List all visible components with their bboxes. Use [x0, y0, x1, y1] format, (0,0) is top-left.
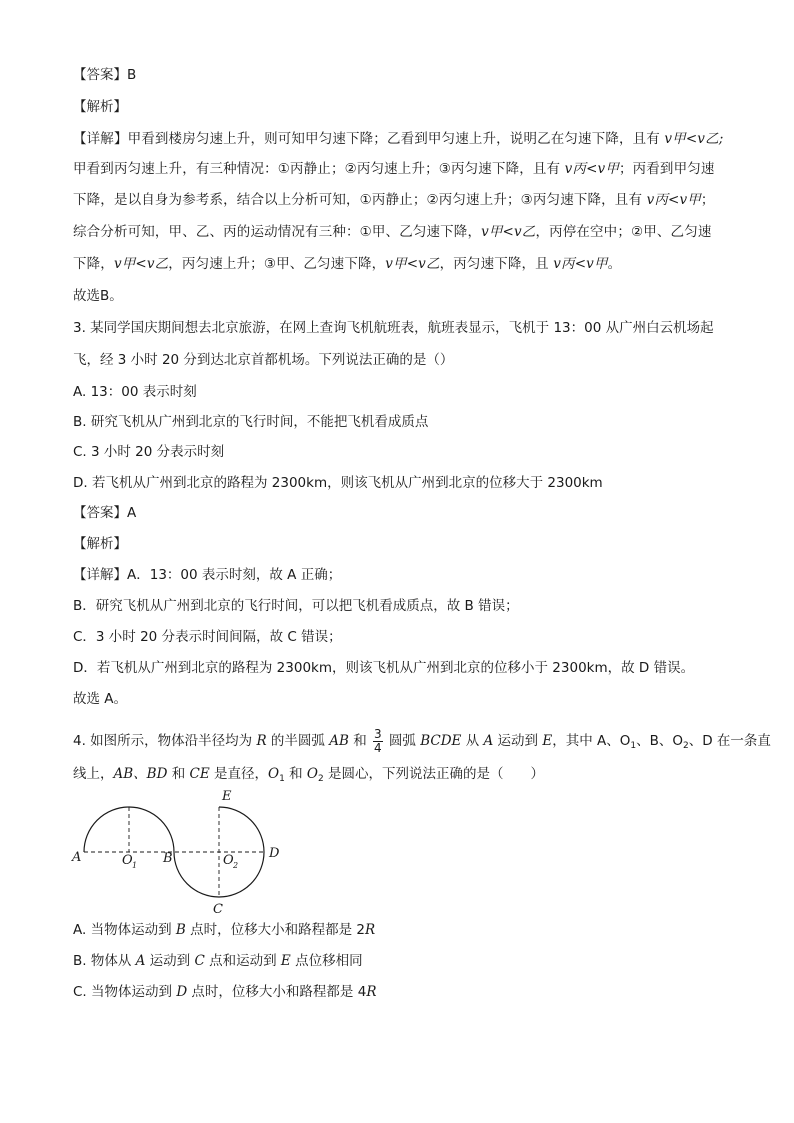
relation: v丙<v甲: [646, 192, 701, 208]
stem-text: 4. 如图所示，物体沿半径均为: [73, 733, 257, 749]
option-text: A. 当物体运动到: [73, 922, 176, 938]
stem-text: 和: [284, 766, 307, 782]
label-a: A: [72, 850, 82, 865]
answer-value: B: [127, 67, 137, 83]
q2-conclusion: 故选B。: [73, 288, 123, 304]
q3-option-d: D. 若飞机从广州到北京的路程为 2300km，则该飞机从广州到北京的位移大于 2300km: [73, 475, 603, 491]
label-o1-sub: 1: [132, 861, 138, 870]
detail-text: 甲看到楼房匀速上升，则可知甲匀速下降；乙看到甲匀速上升，说明乙在匀速下降，且有: [127, 131, 665, 147]
stem-text: 和: [167, 766, 190, 782]
relation: v丙<v甲: [564, 161, 619, 177]
q3-analysis-label: 【解析】: [73, 536, 127, 552]
option-text: 点和运动到: [204, 953, 281, 969]
q3-detail-line-2: B．研究飞机从广州到北京的飞行时间，可以把飞机看成质点，故 B 错误；: [73, 598, 519, 614]
detail-text: A．13：00 表示时刻，故 A 正确；: [127, 567, 342, 583]
var-R: R: [366, 984, 377, 1000]
q4-option-a: [73, 920, 375, 940]
label-d: D: [269, 846, 280, 861]
detail-text: ；丙看到甲匀速: [618, 161, 715, 177]
detail-text: ，丙匀速上升；③甲、乙匀速下降，: [168, 256, 386, 272]
label-b: B: [163, 851, 173, 866]
var-E: E: [542, 733, 553, 749]
q3-stem-line-1: 3. 某同学国庆期间想去北京旅游，在网上查询飞机航班表，航班表显示，飞机于 13：00 从广州白云机场起: [73, 320, 714, 336]
stem-text: 是直径，: [209, 766, 268, 782]
label-o1: O: [122, 853, 133, 868]
var-R: R: [256, 733, 267, 749]
var-D: D: [176, 984, 188, 1000]
stem-text: ，其中 A、O: [552, 733, 631, 749]
relation: v甲<v乙: [481, 224, 536, 240]
detail-text: 下降，: [73, 256, 114, 272]
label-o2: O: [223, 853, 234, 868]
q3-detail-line-1: [73, 565, 341, 585]
q3-option-b: B. 研究飞机从广州到北京的飞行时间，不能把飞机看成质点: [73, 414, 429, 430]
fraction-denominator: 4: [374, 740, 382, 755]
stem-text: 运动到: [493, 733, 543, 749]
var-C: C: [194, 953, 205, 969]
q3-detail-line-4: D．若飞机从广州到北京的路程为 2300km，则该飞机从广州到北京的位移小于 2300km，故 D 错误。: [73, 660, 695, 676]
detail-text: 。: [607, 256, 622, 272]
stem-text: 、B、O: [636, 733, 683, 749]
q4-option-b: [73, 951, 363, 971]
label-e: E: [222, 789, 232, 804]
var-B: B: [175, 922, 186, 938]
var-O2: O: [306, 766, 318, 782]
q3-detail-line-3: C．3 小时 20 分表示时间间隔，故 C 错误；: [73, 629, 342, 645]
var-R: R: [364, 922, 376, 938]
relation: v甲<v乙: [385, 256, 440, 272]
stem-text: 线上，: [73, 766, 114, 782]
answer-label: 【答案】: [73, 67, 127, 83]
label-o2-sub: 2: [233, 861, 239, 870]
q2-detail-line-5: [73, 254, 621, 274]
option-text: 点时，位移大小和路程都是 4: [187, 984, 367, 1000]
label-c: C: [213, 902, 223, 917]
stem-text: 、D 在一条直: [688, 733, 771, 749]
relation: v甲<v乙;: [664, 131, 724, 147]
detail-text: 甲看到丙匀速上升，有三种情况：①丙静止；②丙匀速上升；③丙匀速下降，且有: [73, 161, 565, 177]
q3-option-a: A. 13：00 表示时刻: [73, 384, 197, 400]
option-text: 运动到: [145, 953, 195, 969]
relation: v甲<v乙: [113, 256, 169, 272]
q3-conclusion: 故选 A。: [73, 691, 128, 707]
q2-detail-line-4: [73, 222, 712, 242]
fraction-numerator: 3: [374, 726, 382, 741]
q2-detail-line-1: [73, 129, 723, 149]
var-A: A: [483, 733, 494, 749]
subscript: 1: [630, 741, 637, 751]
fraction-three-quarters: [373, 728, 383, 755]
q4-option-c: [73, 982, 376, 1002]
var-diameters: AB、BD: [113, 766, 168, 782]
q2-answer: [73, 65, 136, 85]
subscript: 2: [317, 774, 324, 784]
q2-detail-line-3: [73, 190, 715, 210]
stem-text: 圆弧: [384, 733, 421, 749]
q2-detail-line-2: [73, 159, 715, 179]
var-O1: O: [268, 766, 280, 782]
subscript: 2: [683, 741, 689, 751]
detail-text: 综合分析可知，甲、乙、丙的运动情况有三种：①甲、乙匀速下降，: [73, 224, 482, 240]
subscript: 1: [279, 774, 285, 784]
detail-text: ，丙停在空中；②甲、乙匀速: [535, 224, 712, 240]
stem-text: 从: [461, 733, 484, 749]
q3-stem-line-2: 飞，经 3 小时 20 分到达北京首都机场。下列说法正确的是（）: [73, 352, 454, 368]
var-A: A: [135, 953, 146, 969]
option-text: C. 当物体运动到: [73, 984, 177, 1000]
option-text: 点位移相同: [290, 953, 363, 969]
stem-text: 是圆心，下列说法正确的是（ ）: [323, 766, 545, 782]
q4-stem-line-1: [73, 726, 771, 761]
var-AB: AB: [329, 733, 349, 749]
detail-label: 【详解】: [73, 131, 128, 147]
option-text: B. 物体从: [73, 953, 136, 969]
var-CE: CE: [189, 766, 210, 782]
detail-text: ，丙匀速下降，且: [439, 256, 554, 272]
detail-text: ；: [700, 192, 715, 208]
detail-text: 下降，是以自身为参考系，结合以上分析可知，①丙静止；②丙匀速上升；③丙匀速下降，且有: [73, 192, 647, 208]
q3-answer: [73, 503, 136, 523]
var-BCDE: BCDE: [420, 733, 462, 749]
q2-analysis-label: 【解析】: [73, 99, 127, 115]
relation: v丙<v甲: [553, 256, 608, 272]
stem-text: 和: [348, 733, 371, 749]
arc-path-figure: [66, 782, 296, 917]
detail-label: 【详解】: [73, 567, 127, 583]
answer-value: A: [127, 505, 137, 521]
q3-option-c: C. 3 小时 20 分表示时刻: [73, 444, 225, 460]
var-E: E: [280, 953, 291, 969]
answer-label: 【答案】: [73, 505, 127, 521]
stem-text: 的半圆弧: [266, 733, 330, 749]
option-text: 点时，位移大小和路程都是 2: [185, 922, 365, 938]
